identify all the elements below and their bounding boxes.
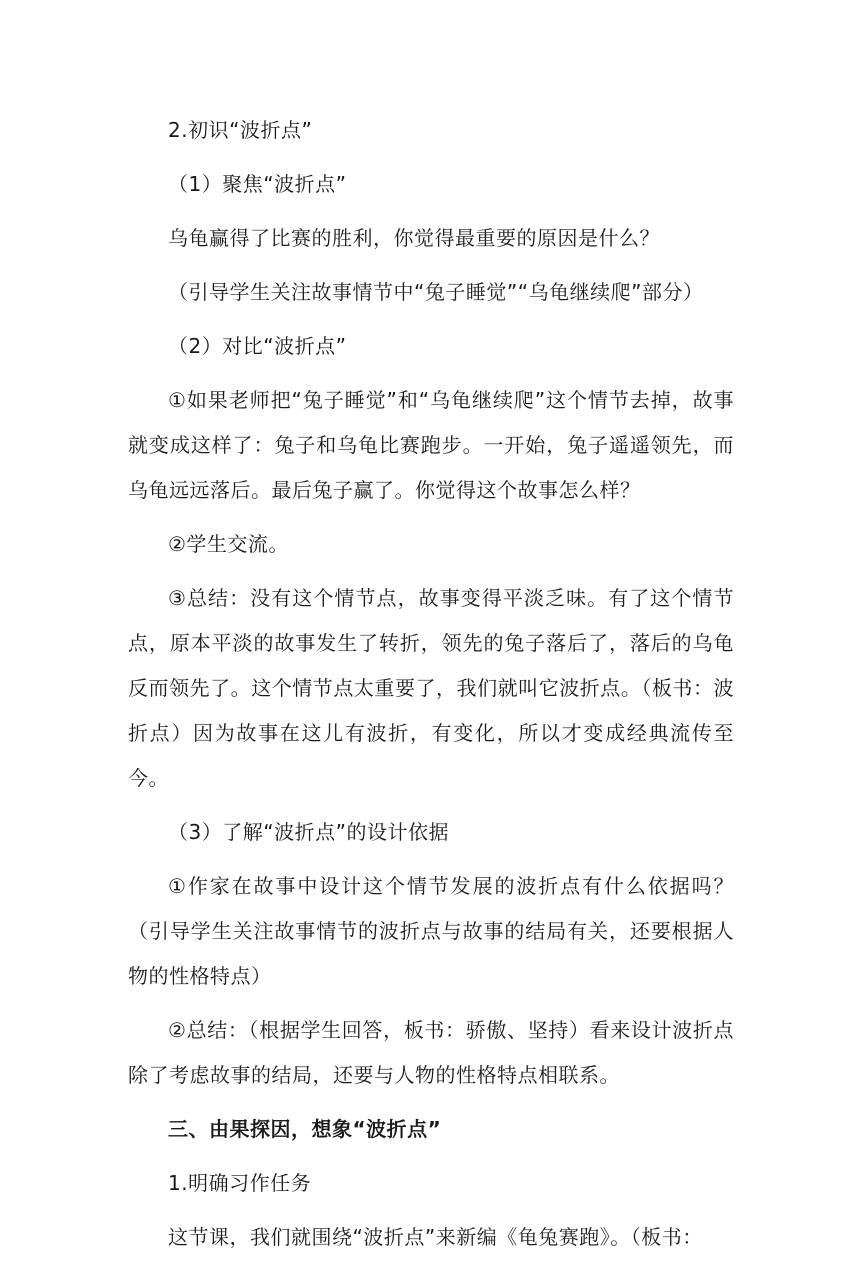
question-paragraph: 乌龟赢得了比赛的胜利，你觉得最重要的原因是什么？	[168, 226, 660, 250]
document-body	[128, 108, 734, 1269]
guidance-paragraph: （引导学生关注故事情节中“兔子睡觉”“乌龟继续爬”部分）	[168, 280, 704, 304]
subheading-compare: （2）对比“波折点”	[168, 334, 347, 358]
summary-paragraph: ③总结：没有这个情节点，故事变得平淡乏味。有了这个情节点，原本平淡的故事发生了转折，领先的兔子落后了，落后的乌龟反而领先了。这个情节点太重要了，我们就叫它波折点。（板书：波折点）因为故事在这儿有波折，有变化，所以才变成经典流传至今。	[128, 586, 734, 790]
student-discussion-paragraph: ②学生交流。	[168, 532, 289, 556]
task-paragraph: 这节课，我们就围绕“波折点”来新编《龟兔赛跑》。（板书：	[168, 1225, 703, 1249]
section-heading-three: 三、由果探因，想象“波折点”	[168, 1117, 442, 1141]
subheading-task: 1.明确习作任务	[168, 1171, 312, 1195]
subheading-design-basis: （3）了解“波折点”的设计依据	[168, 820, 449, 844]
section-heading-first-look: 2.初识“波折点”	[168, 118, 313, 142]
subheading-focus: （1）聚焦“波折点”	[168, 172, 347, 196]
design-summary-paragraph: ②总结：（根据学生回答，板书：骄傲、坚持）看来设计波折点除了考虑故事的结局，还要与人物的性格特点相联系。	[128, 1018, 734, 1087]
compare-paragraph: ①如果老师把“兔子睡觉”和“乌龟继续爬”这个情节去掉，故事就变成这样了：兔子和乌龟比赛跑步。一开始，兔子遥遥领先，而乌龟远远落后。最后兔子赢了。你觉得这个故事怎么样？	[128, 388, 734, 502]
design-basis-paragraph: ①作家在故事中设计这个情节发展的波折点有什么依据吗？（引导学生关注故事情节的波折点与故事的结局有关，还要根据人物的性格特点）	[128, 874, 734, 988]
